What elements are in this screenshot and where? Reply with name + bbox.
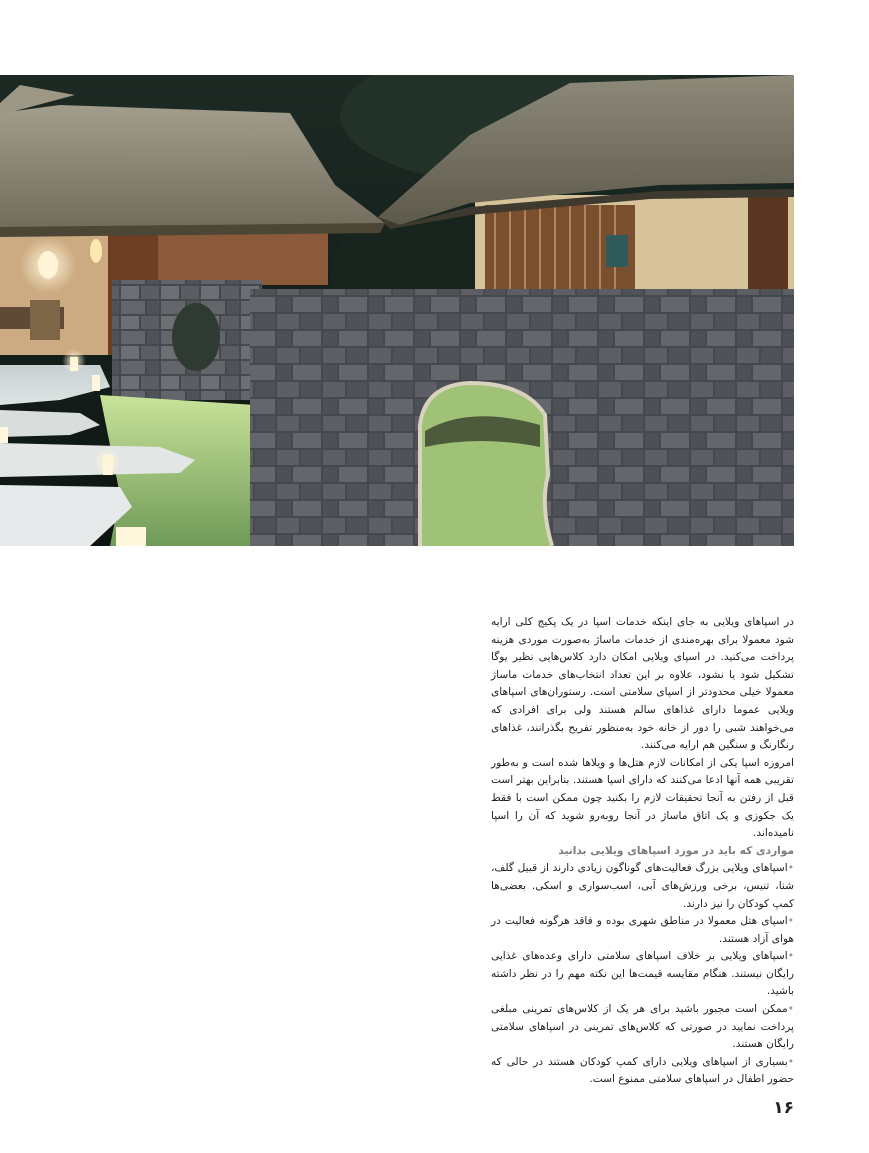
- bullet-text: اسپاهای ویلایی بر خلاف اسپاهای سلامتی دارای وعده‌های غذایی رایگان نیستند. هنگام مقایسه قیمت‌ها این نکته مهم را در نظر داشته باشید.: [491, 950, 794, 998]
- section-subheading: مواردی که باید در مورد اسپاهای ویلایی بدانید: [558, 844, 794, 857]
- bullet-icon: •: [787, 862, 794, 875]
- bullet-icon: •: [787, 1055, 794, 1068]
- bullet-icon: •: [787, 915, 794, 928]
- bullet-icon: •: [787, 950, 794, 963]
- bullet-text: اسپاهای ویلایی بزرگ فعالیت‌های گوناگون زیادی دارند از قبیل گلف، شنا، تنیس، برخی ورزش‌های آبی، اسب‌سواری و اسکی. بعضی‌ها کمپ کودکان را نیز دارند.: [491, 862, 794, 910]
- bullet-item: [491, 913, 794, 948]
- bullet-text: اسپای هتل معمولا در مناطق شهری بوده و فاقد هرگونه فعالیت در هوای آزاد هستند.: [491, 915, 794, 945]
- article-body: [491, 614, 794, 1089]
- bullet-item: [491, 948, 794, 1001]
- villa-spa-photo: [0, 75, 794, 546]
- bullet-item: [491, 1054, 794, 1089]
- bullet-text: ممکن است مجبور باشید برای هر یک از کلاس‌های تمرینی مبلغی پرداخت نمایید در صورتی که کلاس‌های تمرینی در اسپاهای سلامتی رایگان هستند.: [491, 1003, 794, 1051]
- bullet-item: [491, 860, 794, 913]
- article-paragraph: امروزه اسپا یکی از امکانات لازم هتل‌ها و ویلاها شده است و به‌طور تقریبی همه آنها ادعا می‌کنند که دارای اسپا هستند. بنابراین بهتر است قبل از رفتن به آنجا تحقیقات لازم را بکنید چون ممکن است با فقط یک جکوزی و یک اتاق ماساژ در آنجا روبه‌رو شوید که آن را اسپا نامیده‌اند.: [491, 756, 794, 840]
- bullet-list: [491, 860, 794, 1089]
- page-number: ۱۶: [773, 1098, 794, 1118]
- bullet-text: بسیاری از اسپاهای ویلایی دارای کمپ کودکان هستند در حالی که حضور اطفال در اسپاهای سلامتی ممنوع است.: [491, 1055, 794, 1086]
- bullet-item: [491, 1001, 794, 1054]
- bullet-icon: •: [787, 1003, 794, 1016]
- article-intro-paragraph: در اسپاهای ویلایی به جای اینکه خدمات اسپا در یک پکیج کلی ارایه شود معمولا برای بهره‌مندی از خدمات ماساژ به‌صورت موردی هزینه پرداخت می‌کنید. در اسپای ویلایی امکان دارد کلاس‌هایی نظیر یوگا تشکیل شود یا نشود، علاوه بر این تعداد انتخاب‌های خدمات ماساژ معمولا خیلی محدودتر از اسپای سلامتی است. رستوران‌های اسپاهای ویلایی عموما دارای غذاهای سالم هستند ولی برای افرادی که می‌خواهند شبی را دور از خانه خود به‌منظور تفریح بگذرانند، غذاهای رنگارنگ و سنگین هم ارایه می‌کنند.: [491, 616, 794, 752]
